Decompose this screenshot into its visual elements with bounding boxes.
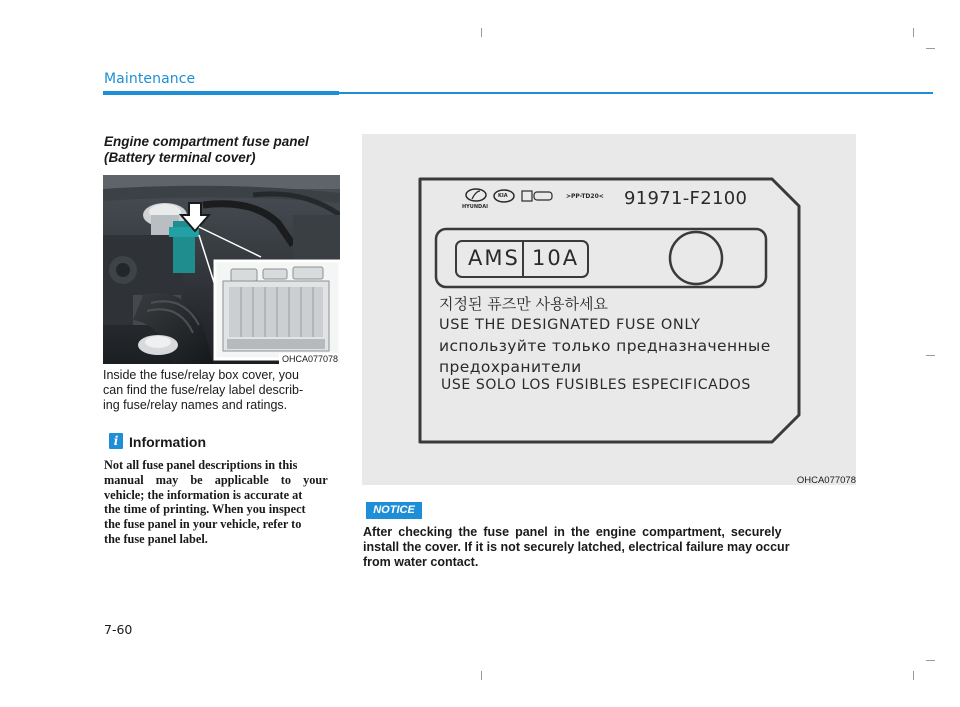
page-number: 7-60: [104, 622, 133, 637]
brand-hyundai: HYUNDAI: [462, 204, 488, 210]
fuse-label-outline: [362, 134, 856, 485]
notice-line: from water contact.: [363, 555, 479, 569]
info-title: Information: [129, 434, 206, 450]
heading-line: (Battery terminal cover): [104, 150, 256, 165]
crop-mark: [926, 355, 935, 356]
header-rule-thick: [103, 91, 339, 95]
warning-korean: 지정된 퓨즈만 사용하세요: [439, 295, 608, 313]
figure-code: OHCA077078: [279, 353, 340, 364]
notice-line: install the cover. If it is not securely latched, electrical failure may occur: [363, 540, 790, 554]
info-icon: i: [109, 433, 123, 449]
warning-english: USE THE DESIGNATED FUSE ONLY: [439, 317, 701, 333]
crop-mark: [913, 671, 914, 680]
info-line: vehicle; the information is accurate at: [104, 487, 303, 502]
info-paragraph: [104, 458, 344, 547]
body-paragraph: [103, 368, 343, 413]
notice-badge: NOTICE: [366, 502, 422, 519]
fuse-name: AMS: [468, 246, 520, 270]
warning-russian-line2: предохранители: [439, 358, 582, 376]
subsection-heading: [104, 134, 344, 166]
info-line: the time of printing. When you inspect: [104, 502, 306, 517]
crop-mark: [926, 660, 935, 661]
engine-photo-illustration: [103, 175, 340, 364]
info-line: the fuse panel label.: [104, 531, 208, 546]
section-title: Maintenance: [104, 71, 196, 87]
fuse-label-illustration: [362, 134, 856, 485]
body-line: ing fuse/relay names and ratings.: [103, 398, 288, 412]
info-line: Not all fuse panel descriptions in this: [104, 458, 298, 472]
info-line: manual may be applicable to your: [104, 472, 328, 487]
engine-compartment-photo: [103, 175, 340, 364]
body-line: can find the fuse/relay label describ-: [103, 383, 304, 397]
warning-spanish: USE SOLO LOS FUSIBLES ESPECIFICADOS: [441, 377, 751, 393]
warning-russian-line1: используйте только предназначенные: [439, 337, 771, 355]
crop-mark: [913, 28, 914, 37]
notice-line: After checking the fuse panel in the engine compartment, securely: [363, 525, 782, 539]
part-number: 91971-F2100: [624, 188, 748, 209]
fuse-rating: 10A: [532, 246, 580, 270]
header-rule-thin: [339, 92, 933, 94]
figure-code: OHCA077078: [796, 475, 856, 486]
crop-mark: [481, 28, 482, 37]
material-marking: >PP-TD20<: [566, 193, 604, 200]
heading-line: Engine compartment fuse panel: [104, 134, 309, 149]
info-line: the fuse panel in your vehicle, refer to: [104, 517, 302, 532]
crop-mark: [926, 48, 935, 49]
body-line: Inside the fuse/relay box cover, you: [103, 368, 299, 382]
crop-mark: [481, 671, 482, 680]
brand-kia: KIA: [498, 193, 508, 199]
notice-paragraph: [363, 525, 855, 570]
